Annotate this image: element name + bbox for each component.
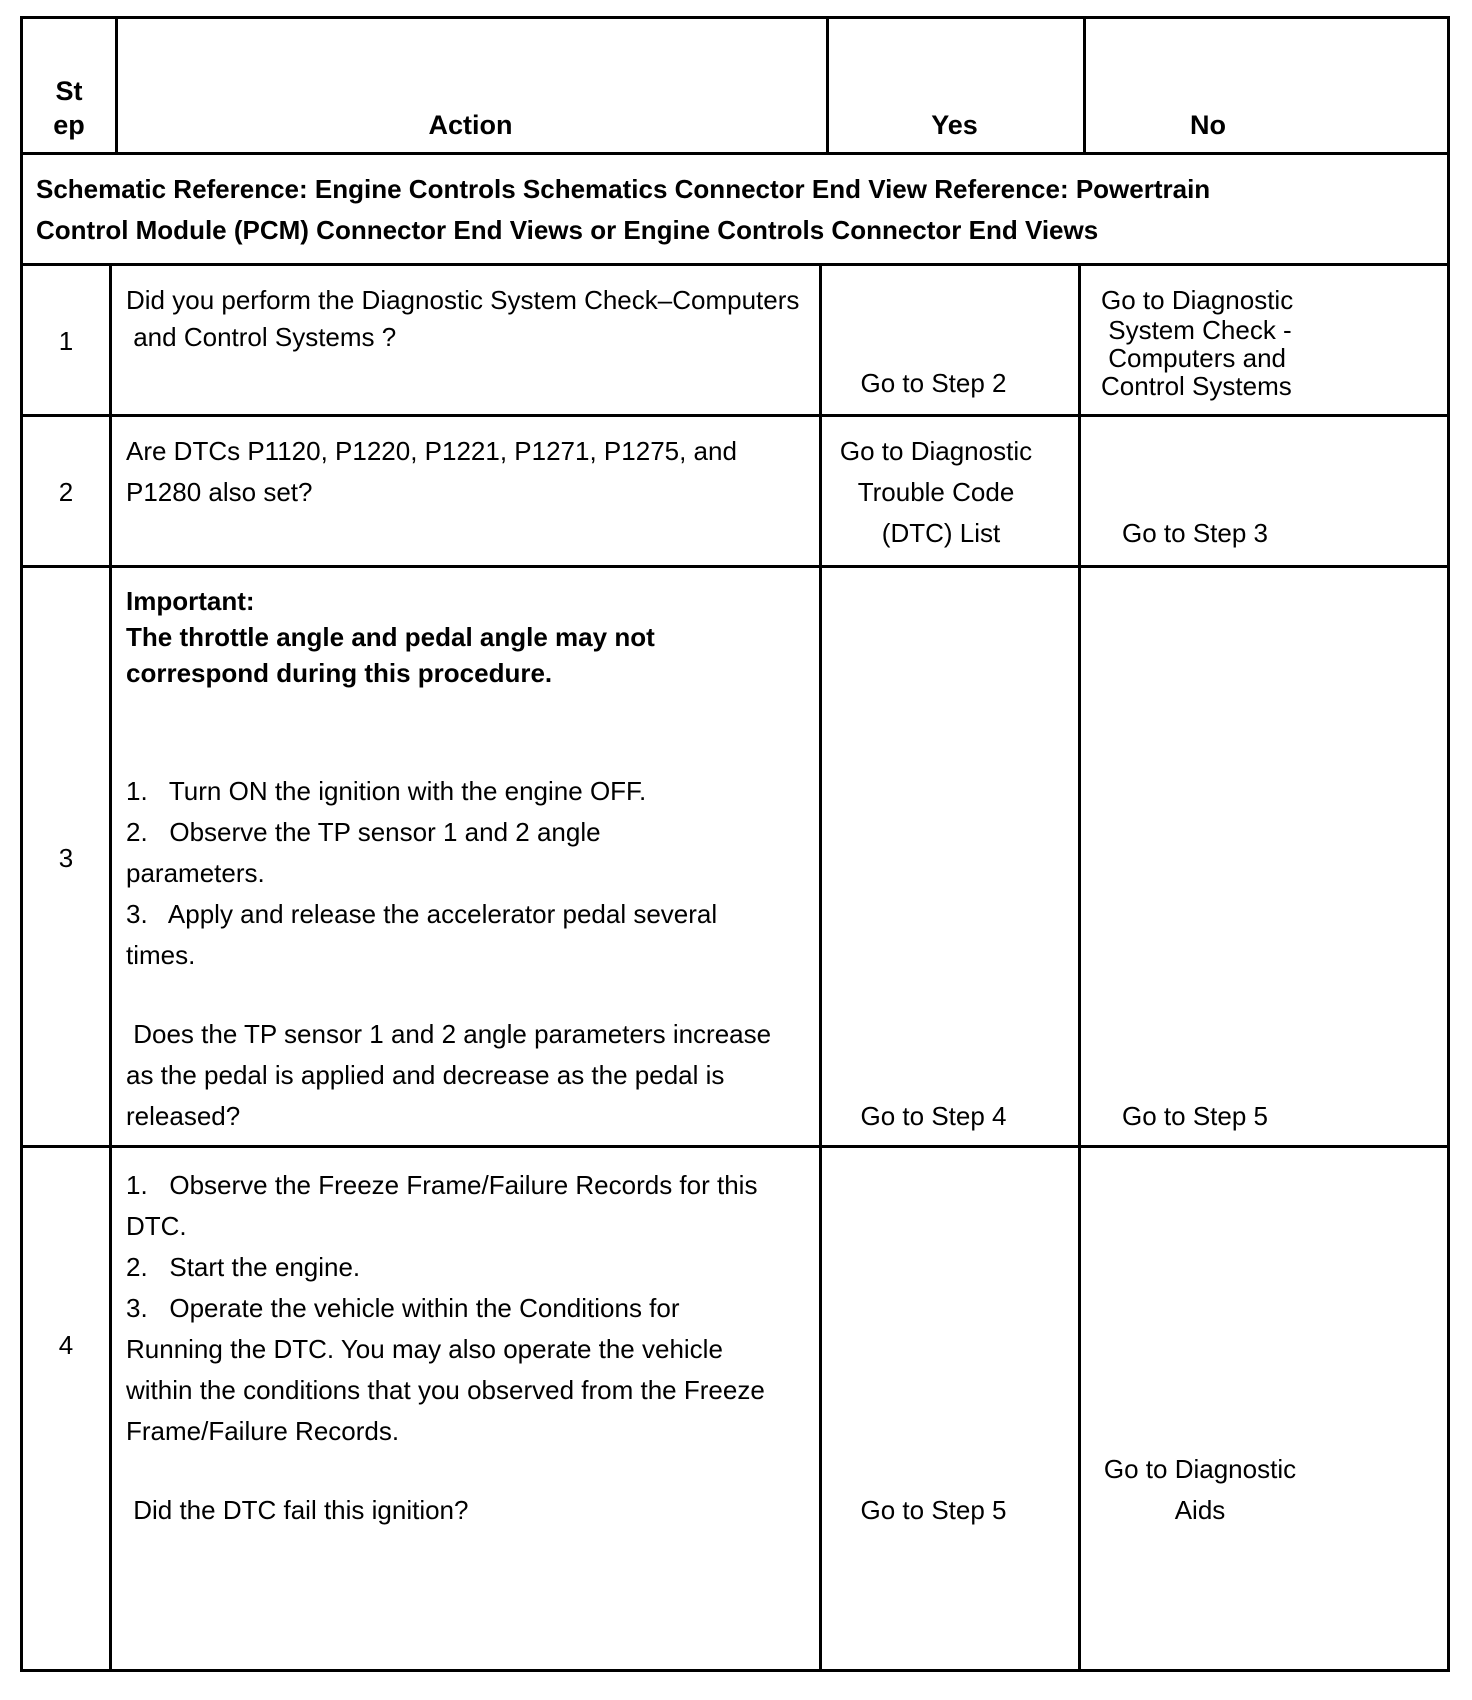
schematic-reference-line2: Control Module (PCM) Connector End Views or Engine Controls Connector End Views (36, 215, 1099, 245)
no-result-line: System Check - (1101, 315, 1292, 345)
row3-divider (23, 1145, 1447, 1148)
important-note-line: The throttle angle and pedal angle may not (126, 622, 655, 652)
action-line: 2. Start the engine. (126, 1252, 361, 1282)
step-number: 1 (58, 326, 74, 356)
action-line: DTC. (126, 1211, 187, 1241)
yes-result-line: Trouble Code (857, 477, 1015, 507)
step-number: 3 (58, 843, 74, 873)
important-note-line: Important: (126, 586, 255, 616)
header-step-line2: ep (53, 110, 85, 140)
row1-divider (23, 414, 1447, 417)
action-line: Did you perform the Diagnostic System Check–Computers (126, 285, 800, 315)
yes-result: Go to Step 2 (860, 368, 1007, 398)
step-number: 4 (58, 1330, 74, 1360)
action-line: Did the DTC fail this ignition? (126, 1495, 469, 1525)
schematic-reference-line1: Schematic Reference: Engine Controls Schematics Connector End View Reference: Powertrain (36, 174, 1211, 204)
step-number: 2 (58, 477, 74, 507)
action-line: Frame/Failure Records. (126, 1416, 400, 1446)
body-col-divider-1 (109, 263, 112, 1669)
header-step-line1: St (55, 76, 83, 106)
diagnostic-table (20, 16, 1450, 1672)
yes-result-line: (DTC) List (881, 518, 1001, 548)
no-result: Go to Step 5 (1122, 1101, 1268, 1131)
no-result-line: Go to Diagnostic (1103, 1454, 1297, 1484)
row2-divider (23, 565, 1447, 568)
yes-result-line: Go to Diagnostic (839, 436, 1033, 466)
action-line: P1280 also set? (126, 477, 313, 507)
header-divider (23, 152, 1447, 155)
header-yes: Yes (931, 110, 978, 140)
no-result-line: Go to Diagnostic (1101, 285, 1294, 315)
no-result: Go to Step 3 (1122, 518, 1268, 548)
action-line: within the conditions that you observed from the Freeze (126, 1375, 765, 1405)
action-line: times. (126, 940, 196, 970)
action-line: 2. Observe the TP sensor 1 and 2 angle (126, 817, 601, 847)
reference-divider (23, 263, 1447, 266)
action-line: 3. Operate the vehicle within the Conditions for (126, 1293, 680, 1323)
header-no: No (1190, 110, 1226, 140)
important-note-line: correspond during this procedure. (126, 658, 553, 688)
action-line: 1. Turn ON the ignition with the engine OFF. (126, 776, 647, 806)
action-line: 3. Apply and release the accelerator pedal several (126, 899, 718, 929)
action-line: Are DTCs P1120, P1220, P1221, P1271, P1275, and (126, 436, 737, 466)
action-line: released? (126, 1101, 241, 1131)
no-result-line: Computers and (1101, 343, 1286, 373)
action-line: 1. Observe the Freeze Frame/Failure Records for this (126, 1170, 758, 1200)
action-line: Does the TP sensor 1 and 2 angle parameters increase (126, 1019, 772, 1049)
header-action: Action (428, 110, 513, 140)
action-line: and Control Systems ? (126, 322, 397, 352)
action-line: Running the DTC. You may also operate the vehicle (126, 1334, 723, 1364)
no-result-line: Control Systems (1101, 371, 1292, 401)
action-line: as the pedal is applied and decrease as the pedal is (126, 1060, 725, 1090)
yes-result: Go to Step 4 (860, 1101, 1007, 1131)
no-result-line: Aids (1174, 1495, 1226, 1525)
yes-result: Go to Step 5 (860, 1495, 1007, 1525)
action-line: parameters. (126, 858, 265, 888)
